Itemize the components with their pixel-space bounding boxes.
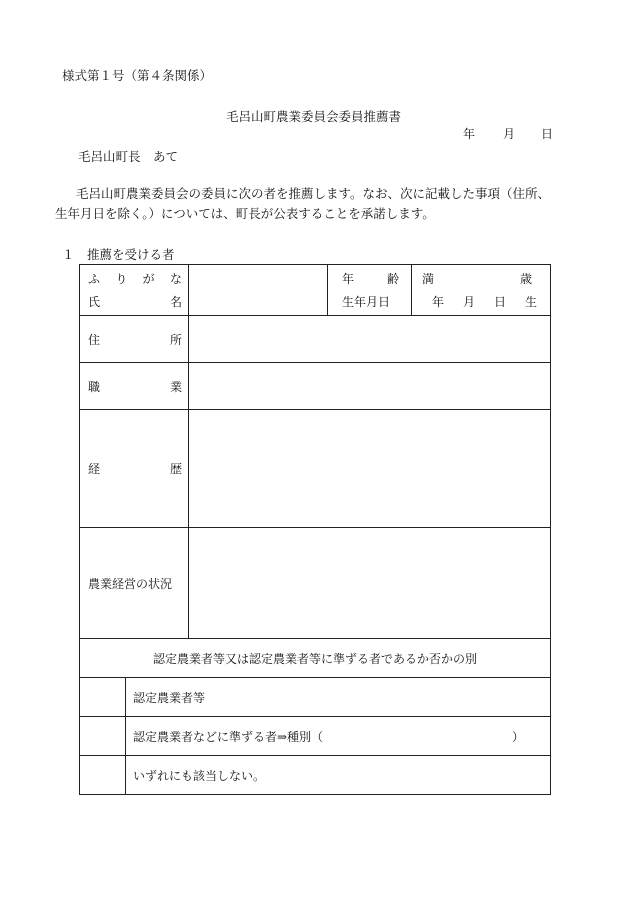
certified-header-cell	[80, 639, 551, 678]
form-number: 様式第１号（第４条関係）	[62, 68, 213, 83]
birth-label: 生年月日	[342, 295, 391, 309]
option-label-cell	[126, 717, 551, 756]
certified-header: 認定農業者等又は認定農業者等に準ずる者であるか否かの別	[152, 651, 477, 666]
address-label	[80, 331, 188, 348]
address-row	[80, 316, 551, 363]
option-row	[80, 717, 551, 756]
address-char: 所	[169, 332, 182, 347]
career-label-cell	[80, 410, 189, 528]
furigana-char: な	[169, 272, 182, 286]
option-equivalent-label: 認定農業者などに準ずる者⇒種別（	[133, 729, 324, 744]
option-checkbox-cell[interactable]	[80, 717, 126, 756]
age-value-cell[interactable]	[412, 265, 551, 316]
occupation-label-cell	[80, 363, 189, 410]
name-input-cell[interactable]	[189, 265, 328, 316]
name-row	[80, 265, 551, 316]
age-char: 齢	[386, 272, 399, 286]
furigana-char: ふ	[88, 272, 101, 286]
body-line-1: 毛呂山町農業委員会の委員に次の者を推薦します。なお、次に記載した事項（住所、	[76, 186, 551, 201]
addressee: 毛呂山町長 あて	[78, 149, 179, 164]
birth-suffix: 生	[524, 295, 537, 309]
body-line-2: 生年月日を除く。）については、町長が公表することを承諾します。	[55, 206, 435, 221]
career-label	[80, 460, 188, 477]
age-suffix: 歳	[519, 272, 532, 286]
farming-label-cell	[80, 528, 189, 639]
age-label-cell	[328, 265, 412, 316]
furigana-label	[80, 270, 188, 287]
name-char: 氏	[88, 295, 101, 309]
career-char: 経	[88, 462, 101, 476]
career-char: 歴	[169, 462, 182, 476]
address-label-cell	[80, 316, 189, 363]
address-input-cell[interactable]	[189, 316, 551, 363]
section-1-title: １ 推薦を受ける者	[62, 247, 175, 262]
option-none-label: いずれにも該当しない。	[133, 768, 266, 783]
name-char: 名	[169, 295, 182, 309]
birth-month: 月	[462, 295, 475, 309]
option-checkbox-cell[interactable]	[80, 678, 126, 717]
option-checkbox-cell[interactable]	[80, 756, 126, 795]
age-label	[328, 270, 411, 287]
option-equivalent	[126, 728, 550, 745]
career-input-cell[interactable]	[189, 410, 551, 528]
occupation-input-cell[interactable]	[189, 363, 551, 410]
occupation-row	[80, 363, 551, 410]
birth-value	[412, 293, 550, 310]
occupation-char: 職	[88, 379, 101, 394]
address-char: 住	[88, 332, 101, 347]
certified-header-row	[80, 639, 551, 678]
name-label	[80, 293, 188, 310]
furigana-char: が	[142, 272, 155, 286]
nominee-table	[79, 264, 551, 795]
option-row	[80, 678, 551, 717]
career-row	[80, 410, 551, 528]
option-label-cell	[126, 756, 551, 795]
option-label-cell	[126, 678, 551, 717]
document-title: 毛呂山町農業委員会委員推薦書	[226, 109, 402, 124]
option-certified-label: 認定農業者等	[133, 690, 206, 705]
option-row	[80, 756, 551, 795]
farming-row	[80, 528, 551, 639]
occupation-label	[80, 378, 188, 395]
birth-year: 年	[432, 295, 445, 309]
date-year-label: 年	[463, 127, 476, 141]
age-value	[412, 270, 550, 287]
farming-input-cell[interactable]	[189, 528, 551, 639]
birth-day: 日	[493, 295, 506, 309]
age-prefix: 満	[422, 272, 435, 286]
occupation-char: 業	[169, 379, 182, 394]
name-label-cell	[80, 265, 189, 316]
date-day-label: 日	[541, 127, 554, 141]
age-char: 年	[342, 272, 355, 286]
furigana-char: り	[115, 272, 128, 286]
option-equivalent-close: ）	[511, 729, 524, 744]
body-text	[55, 184, 582, 224]
farming-label: 農業経営の状況	[88, 576, 173, 591]
date-month-label: 月	[503, 127, 516, 141]
